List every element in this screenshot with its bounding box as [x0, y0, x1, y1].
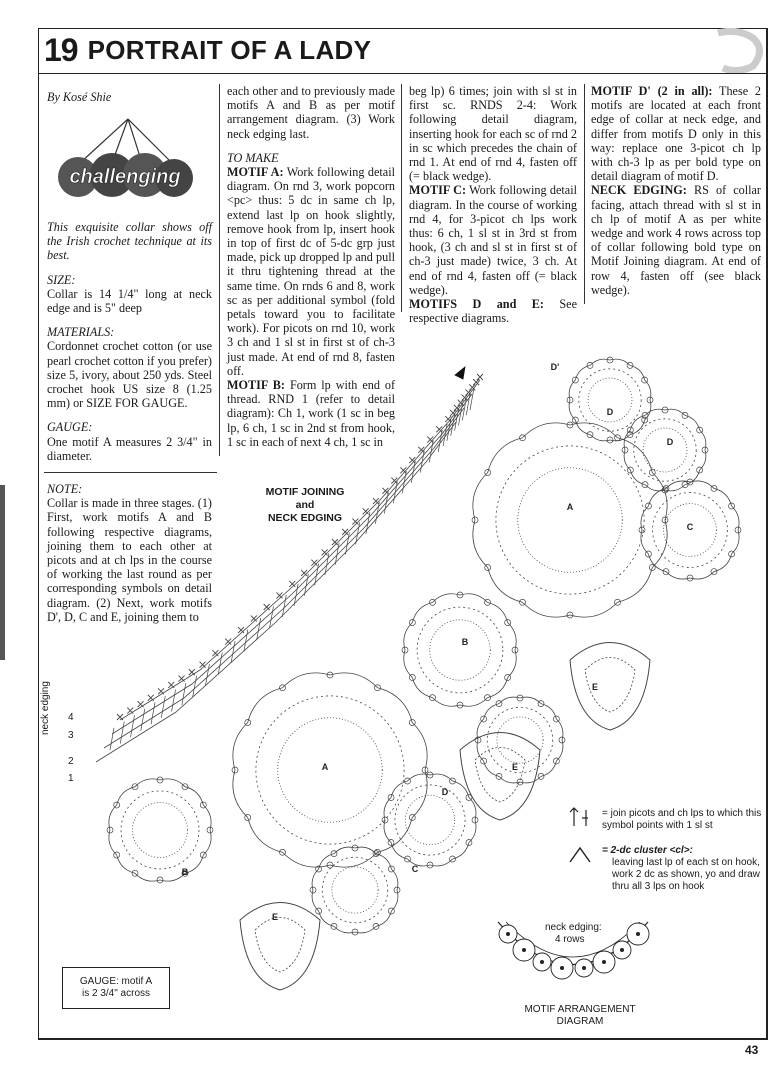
badge-label: challenging	[69, 166, 181, 188]
motif-c-heading: MOTIF C:	[409, 183, 467, 198]
diagram-title-line3: NECK EDGING	[267, 512, 343, 524]
note-text: Collar is made in three stages. (1) First, work motifs A and B following respective diagrams, joining them to each other at picots and at ch lps in the course of working the last round as per corresponding symbols on detail diagram. (2) Next, work motifs D', D, C and E, joining them to	[47, 496, 212, 624]
legend-cluster-heading: = 2-dc cluster <cl>:	[602, 845, 693, 856]
arrangement-neck-label-1: neck edging:	[545, 922, 602, 933]
intro-text: This exquisite collar shows off the Irish crochet technique at its best.	[47, 220, 212, 263]
gauge-heading: GAUGE:	[47, 420, 93, 435]
gauge-box-line2: is 2 3/4" across	[81, 988, 151, 999]
page-title: PORTRAIT OF A LADY	[87, 35, 372, 65]
motif-dprime-heading: MOTIF D' (2 in all):	[591, 84, 713, 98]
size-text: Collar is 14 1/4" long at neck edge and is 5" deep	[47, 286, 212, 316]
motif-label: E	[511, 762, 519, 772]
column-rule-2	[401, 84, 402, 312]
gauge-text: One motif A measures 2 3/4" in diameter.	[47, 434, 212, 463]
motif-c-text: Work following detail diagram. In the course of working rnd 4, for 3-picot ch lps work thus: 6 ch, 1 sl st in 3rd st from hook, (3 ch and sl st in first st of ch-3 just made) twice, 3 ch. At end of rnd 4, fasten off (= black wedge).	[409, 183, 577, 297]
note-heading: NOTE:	[47, 482, 83, 496]
column-1	[47, 90, 212, 104]
size-heading: SIZE:	[47, 272, 76, 287]
cluster-symbol-icon	[568, 846, 592, 864]
motif-label: D	[441, 787, 449, 797]
motif-de-heading: MOTIFS D and E:	[409, 297, 544, 312]
materials-text: Cordonnet crochet cotton (or use pearl crochet cotton if you prefer) size 5, ivory, about 250 yds. Steel crochet hook US size 8 (1.25 mm) or SIZE FOR GAUGE.	[47, 339, 212, 411]
title-bar	[38, 28, 768, 74]
motif-label: E	[271, 912, 279, 922]
neck-edging-text: RS of collar facing, attach thread with sl st in ch lp of motif A as per white wedge and work 4 rows across top of collar following bold type on Motif Joining diagram. At end of row 4, fasten off (see black wedge).	[591, 183, 761, 297]
motif-a-text: Work following detail diagram. On rnd 3, work popcorn <pc> thus: 5 dc in same ch lp, extend last lp on hook slightly, remove hook from lp, insert hook in top of first dc of 5-dc grp just made, pick up dropped lp and pull it thru tightening thread at the same time. On rnds 6 and 8, work sc as per additional symbol (fold petals toward you to facilitate work). For picots on rnd 10, work 3 ch and 1 sl st in first st of ch-3 just made. At end of rnd 8, fasten off.	[227, 165, 395, 378]
join-symbol-icon	[568, 806, 594, 830]
row-number-1: 1	[68, 773, 74, 784]
motif-label: D'	[550, 362, 560, 372]
row-number-3: 3	[68, 730, 74, 741]
motif-label: A	[566, 502, 574, 512]
arrangement-title-1: MOTIF ARRANGEMENT	[524, 1004, 636, 1015]
pattern-number: 19	[44, 32, 78, 68]
motif-label: D	[666, 437, 674, 447]
legend-cluster-text: leaving last lp of each st on hook, work 2 dc as shown, yo and draw thru all 3 lps on hook	[612, 857, 760, 892]
neck-edging-heading: NECK EDGING:	[591, 183, 687, 198]
motif-b-text: Form lp with end of thread. RND 1 (refer to detail diagram): Ch 1, work (1 sc in beg lp, 6 ch, 1 sc in 2nd st from hook, 1 sc in each of next 4 ch, 1 sc in	[227, 378, 396, 449]
column-3	[409, 84, 577, 325]
motif-de-text: See respective diagrams.	[409, 297, 578, 326]
motif-b-heading: MOTIF B:	[227, 378, 285, 393]
motif-label: B	[461, 637, 469, 647]
motif-label: A	[321, 762, 329, 772]
diagram-title-line1: MOTIF JOINING	[265, 486, 345, 498]
motif-label: D	[606, 407, 614, 417]
gauge-box-line1: GAUGE: motif A	[79, 976, 153, 987]
motif-label: E	[591, 682, 599, 692]
diagram-title-line2: and	[295, 499, 315, 511]
row-number-2: 2	[68, 756, 74, 767]
col3-continuation: beg lp) 6 times; join with sl st in first sc. RNDS 2-4: Work following detail diagram, inserting hook for each sc of rnd 2 in sc which precedes the chain of rnd 1. At end of rnd 4, fasten off (= black wedge).	[409, 84, 577, 184]
page-number: 43	[745, 1043, 759, 1057]
materials-heading: MATERIALS:	[47, 325, 115, 340]
byline: By Kosé Shie	[47, 90, 112, 104]
gauge-box	[62, 967, 170, 1009]
corner-decoration	[698, 28, 768, 73]
motif-label: C	[686, 522, 694, 532]
arrangement-title-2: DIAGRAM	[556, 1016, 604, 1027]
motif-joining-diagram	[50, 320, 770, 1020]
frame-bottom	[38, 1038, 768, 1040]
motif-a-heading: MOTIF A:	[227, 165, 284, 180]
col2-continuation: each other and to previously made motifs A and B as per motif arrangement diagram. (3) Work neck edging last.	[227, 84, 395, 141]
motif-label: C	[411, 864, 419, 874]
arrangement-neck-label-2: 4 rows	[555, 934, 585, 945]
arrangement-title	[505, 1004, 655, 1028]
to-make-heading: TO MAKE	[227, 150, 279, 165]
page-edge-tab	[0, 485, 5, 660]
column-4	[591, 84, 761, 297]
row-number-4: 4	[68, 712, 74, 723]
motif-label: B	[181, 867, 189, 877]
challenging-badge	[50, 115, 200, 210]
neck-edging-side-label: neck edging	[40, 681, 51, 735]
motif-dprime-text: These 2 motifs are located at each front edge of collar at neck edge, and differ from motifs D only in this way: replace one 3-picot ch lp with ch-3 lp as per bold type on detail diagram of motif D.	[591, 84, 761, 184]
column-rule-3	[584, 84, 585, 304]
legend-join-text: = join picots and ch lps to which this symbol points with 1 sl st	[602, 808, 762, 831]
diagram-art	[96, 357, 741, 990]
